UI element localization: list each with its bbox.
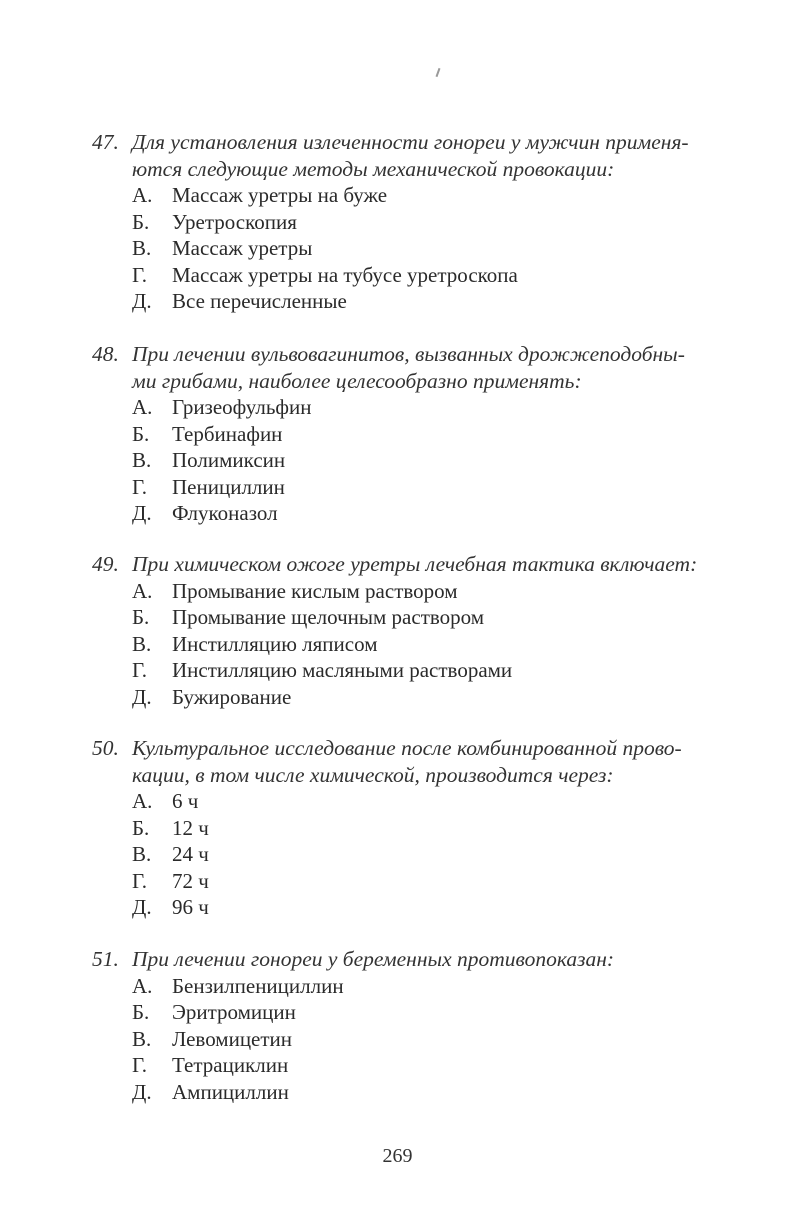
answer-option: Д. Ампициллин xyxy=(132,1079,289,1104)
answer-option: Б. Промывание щелочным раствором xyxy=(132,605,485,629)
question-47 xyxy=(92,129,752,315)
question-49 xyxy=(92,551,752,710)
answer-option: А. Гризеофульфин xyxy=(132,395,312,419)
answer-option: В. Полимиксин xyxy=(132,448,286,472)
answer-option: В. Левомицетин xyxy=(132,1026,293,1051)
answer-option: В. 24 ч xyxy=(132,842,209,866)
answer-option: Б. 12 ч xyxy=(132,815,209,840)
answer-options xyxy=(92,578,752,711)
question-51 xyxy=(92,946,752,1105)
question-text xyxy=(92,946,752,973)
answer-option: Б. Тербинафин xyxy=(132,421,283,446)
question-line: Культуральное исследование после комбинированной прово- xyxy=(132,736,682,760)
question-number: 47. xyxy=(92,130,119,154)
question-text xyxy=(92,341,752,394)
question-line: кации, в том числе химической, производится через: xyxy=(132,762,614,787)
question-number: 49. xyxy=(92,552,119,576)
answer-options xyxy=(92,394,752,527)
question-number: 50. xyxy=(92,736,119,760)
question-line: ми грибами, наиболее целесообразно применять: xyxy=(132,368,582,393)
page-number: 269 xyxy=(382,1145,413,1167)
question-line: При химическом ожоге уретры лечебная тактика включает: xyxy=(132,552,698,576)
answer-option: А. 6 ч xyxy=(132,789,199,813)
answer-options xyxy=(92,788,752,921)
question-text xyxy=(92,735,752,788)
answer-option: Г. 72 ч xyxy=(132,868,209,893)
question-line: ются следующие методы механической провокации: xyxy=(132,156,615,181)
question-48 xyxy=(92,341,752,527)
answer-option: Д. Флуконазол xyxy=(132,501,278,525)
question-text xyxy=(92,129,752,182)
answer-options xyxy=(92,973,752,1106)
answer-option: В. Инстилляцию ляписом xyxy=(132,631,378,656)
answer-option: Г. Тетрациклин xyxy=(132,1053,289,1077)
question-line: При лечении гонореи у беременных противопоказан: xyxy=(132,947,615,971)
answer-option: Г. Инстилляцию масляными растворами xyxy=(132,658,513,682)
scan-mark xyxy=(436,68,441,77)
answer-option: Г. Массаж уретры на тубусе уретроскопа xyxy=(132,262,518,287)
question-number: 48. xyxy=(92,342,119,366)
question-number: 51. xyxy=(92,947,119,971)
answer-options xyxy=(92,182,752,315)
answer-option: А. Массаж уретры на буже xyxy=(132,183,388,207)
answer-option: Г. Пенициллин xyxy=(132,474,285,499)
question-text xyxy=(92,551,752,578)
answer-option: Б. Уретроскопия xyxy=(132,209,297,234)
answer-option: Д. Все перечисленные xyxy=(132,289,347,313)
answer-option: Д. Бужирование xyxy=(132,684,292,709)
question-line: Для установления излеченности гонореи у мужчин применя- xyxy=(132,130,689,154)
answer-option: А. Промывание кислым раствором xyxy=(132,578,458,603)
answer-option: Б. Эритромицин xyxy=(132,1000,296,1024)
question-50 xyxy=(92,735,752,921)
question-line: При лечении вульвовагинитов, вызванных дрожжеподобны- xyxy=(132,342,685,366)
answer-option: Д. 96 ч xyxy=(132,895,209,919)
answer-option: В. Массаж уретры xyxy=(132,236,313,260)
answer-option: А. Бензилпенициллин xyxy=(132,973,344,998)
